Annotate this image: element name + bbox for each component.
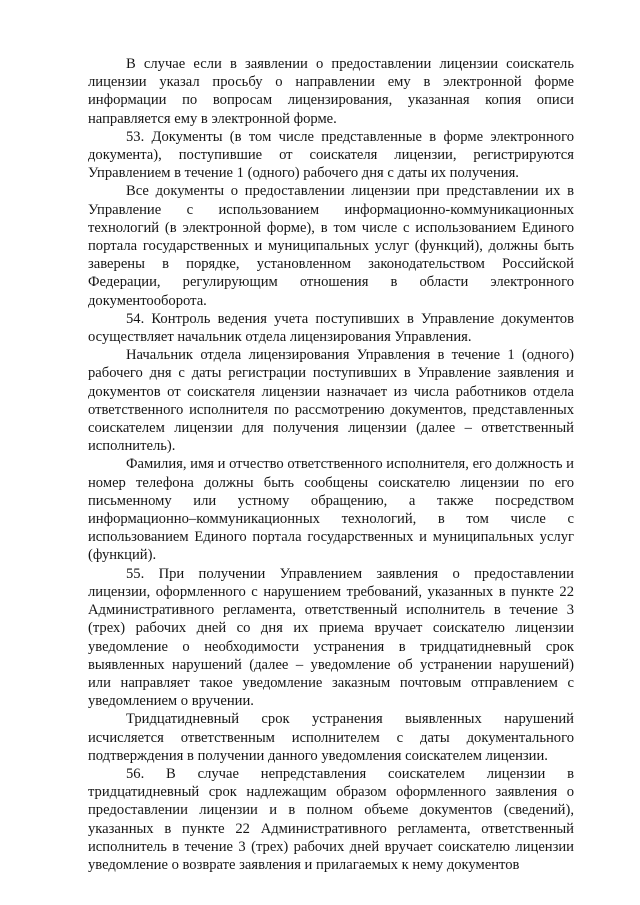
paragraph-53-registration: 53. Документы (в том числе представленные в форме электронного документа), поступившие от соискателя лицензии, регистрируются Управлением в течение 1 (одного) рабочего дня с даты их получения. <box>88 128 574 182</box>
paragraph-executor-contacts: Фамилия, имя и отчество ответственного исполнителя, его должность и номер телефона должны быть сообщены соискателю лицензии по его письменному или устному обращению, а также посредством информационно–коммуникационных технологий, в том числе с использованием Единого портала государственных и муниципальных услуг (функций). <box>88 456 574 564</box>
paragraph-electronic-documents: Все документы о предоставлении лицензии при представлении их в Управление с использованием информационно-коммуникационных технологий (в электронной форме), в том числе с использованием Единого портала государственных и муниципальных услуг (функций), должны быть заверены в порядке, установленном законодательством Российской Федерации, регулирующим отношения в области электронного документооборота. <box>88 183 574 309</box>
document-page <box>88 55 574 874</box>
paragraph-thirty-day-term: Тридцатидневный срок устранения выявленных нарушений исчисляется ответственным исполнителем с даты документального подтверждения в получении данного уведомления соискателем лицензии. <box>88 711 574 764</box>
paragraph-56-return: 56. В случае непредставления соискателем лицензии в тридцатидневный срок надлежащим образом оформленного заявления о предоставлении лицензии и в полном объеме документов (сведений), указанных в пункте 22 Административного регламента, ответственный исполнитель в течение 3 (трех) рабочих дней вручает соискателю лицензии уведомление о возврате заявления и прилагаемых к нему документов <box>88 765 574 873</box>
paragraph-responsible-assignment: Начальник отдела лицензирования Управления в течение 1 (одного) рабочего дня с даты регистрации поступивших в Управление заявления и документов от соискателя лицензии назначает из числа работников отдела ответственного исполнителя по рассмотрению документов, представленных соискателем лицензии для получения лицензии (далее – ответственный исполнитель). <box>88 347 574 455</box>
paragraph-55-violations: 55. При получении Управлением заявления о предоставлении лицензии, оформленного с нарушением требований, указанных в пункте 22 Административного регламента, ответственный исполнитель в течение 3 (трех) рабочих дней со дня их приема вручает соискателю лицензии уведомление о необходимости устранения в тридцатидневный срок выявленных нарушений (далее – уведомление об устранении нарушений) или направляет такое уведомление заказным почтовым отправлением с уведомлением о вручении. <box>88 565 574 710</box>
paragraph-54-control: 54. Контроль ведения учета поступивших в Управление документов осуществляет начальник отдела лицензирования Управления. <box>88 310 574 346</box>
paragraph-email-copy: В случае если в заявлении о предоставлении лицензии соискатель лицензии указал просьбу о направлении ему в электронной форме информации по вопросам лицензирования, указанная копия описи направляется ему в электронной форме. <box>88 56 574 127</box>
